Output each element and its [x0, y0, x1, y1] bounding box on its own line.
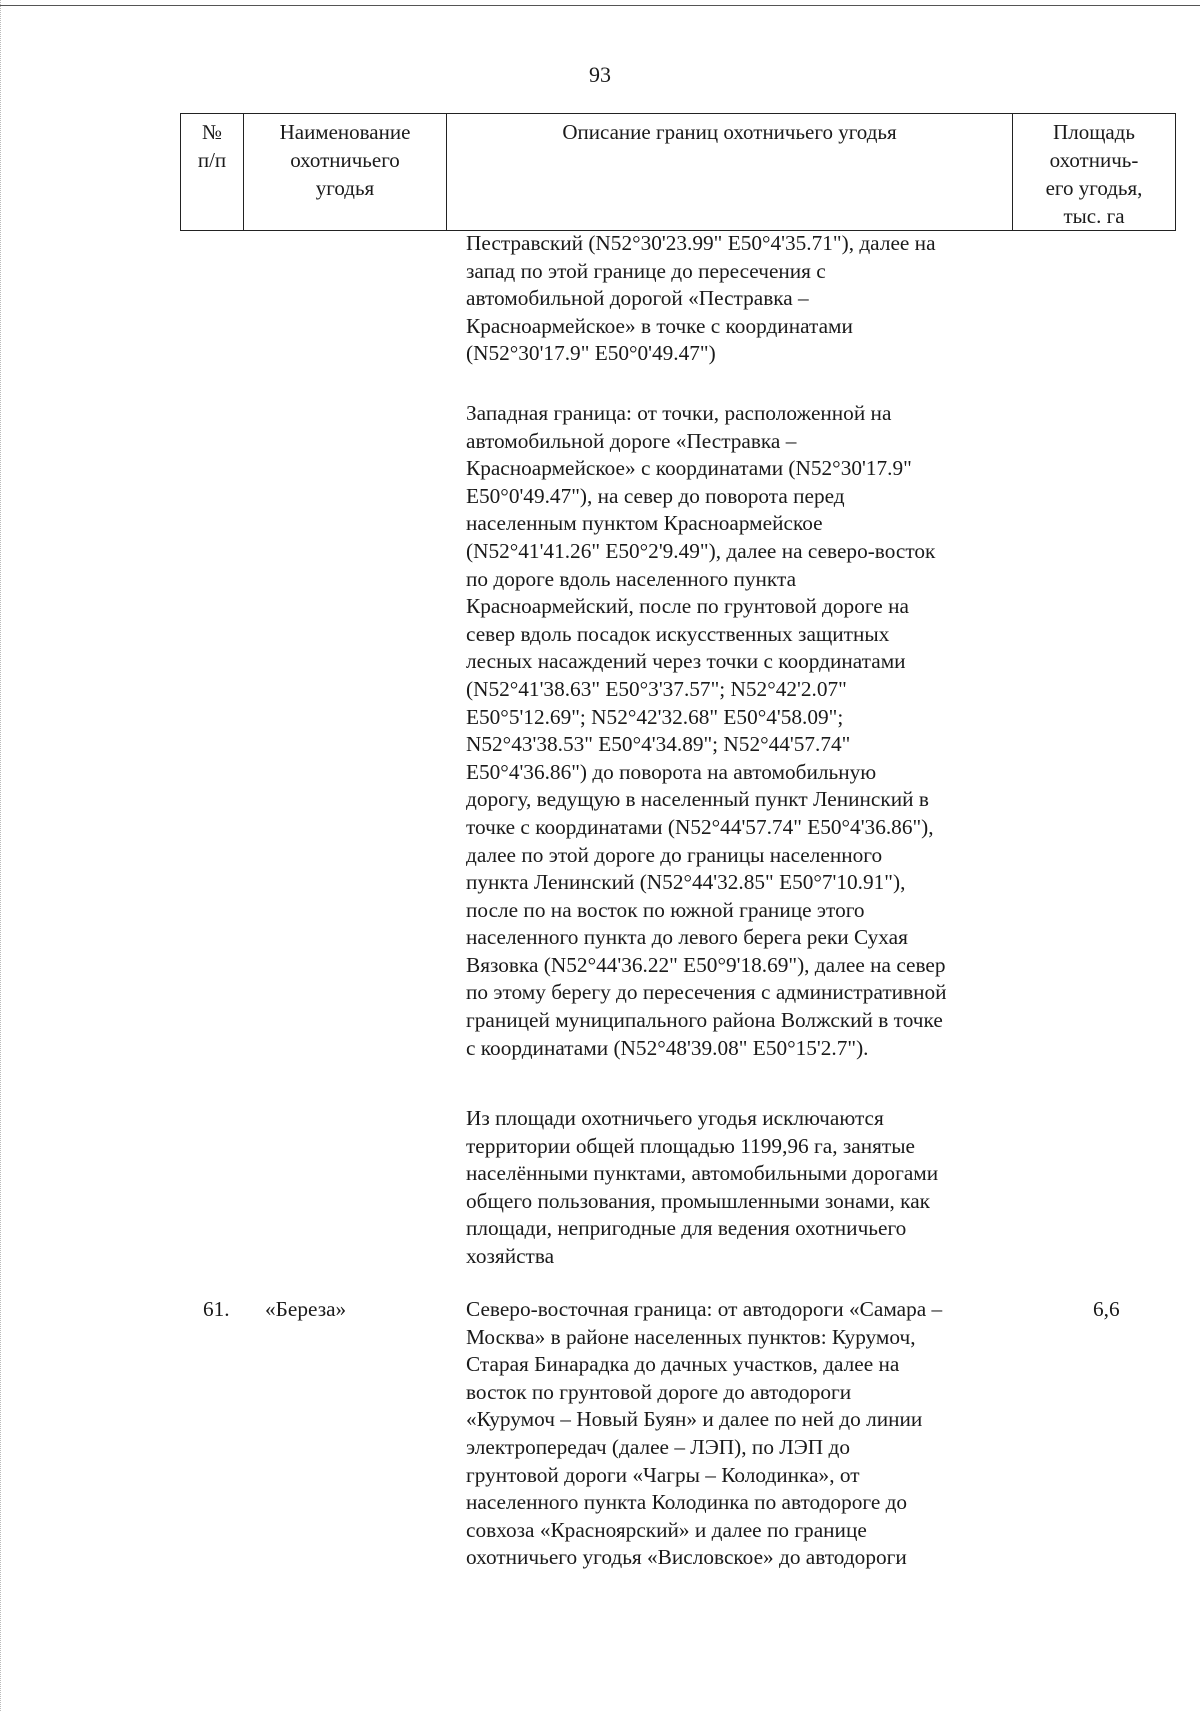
header-area-line: тыс. га — [1063, 204, 1125, 228]
paragraph: Из площади охотничьего угодья исключаются территории общей площадью 1199,96 га, занятые населёнными пунктами, автомобильными дорогами общего пользования, промышленными зонами, как площади, непригодные для ведения охотничьего хозяйства — [466, 1106, 939, 1268]
paragraph: Северо-восточная граница: от автодороги «Самара – Москва» в районе населенных пунктов: Курумоч, Старая Бинарадка до дачных участков, далее на восток по грунтовой дороге до автодороги «Курумоч – Новый Буян» и далее по ней до линии электропередач (далее – ЛЭП), по ЛЭП до грунтовой дороги «Чагры – Колодинка», от населенного пункта Колодинка по автодороге до совхоза «Красноярский» и далее по границе охотничьего угодья «Висловское» до автодороги — [466, 1297, 943, 1570]
header-name-line: Наименование — [279, 120, 411, 144]
header-col-description — [447, 114, 1013, 231]
header-area-line: его угодья, — [1045, 176, 1143, 200]
paragraph: Пестравский (N52°30'23.99" E50°4'35.71"), далее на запад по этой границе до пересечения с автомобильной дорогой «Пестравка – Красноармейское» в точке с координатами (N52°30'17.9" E50°0'49.47") — [466, 231, 936, 366]
row-61-area: 6,6 — [1093, 1297, 1120, 1321]
row-61-name: «Береза» — [265, 1297, 347, 1321]
header-number-line: № — [201, 120, 223, 144]
page-top-edge — [0, 5, 1200, 6]
header-col-area — [1013, 114, 1176, 231]
header-number-line: п/п — [197, 148, 227, 172]
header-col-number — [181, 114, 244, 231]
table-header — [180, 113, 1176, 231]
paragraph: Западная граница: от точки, расположенной на автомобильной дороге «Пестравка – Красноармейское» с координатами (N52°30'17.9" E50°0'49.47"), на север до поворота перед населенным пунктом Красноармейское (N52°41'41.26" E50°2'9.49"), далее на северо-восток по дороге вдоль населенного пункта Красноармейский, после по грунтовой дороге на север вдоль посадок искусственных защитных лесных насаждений через точки с координатами (N52°41'38.63" E50°3'37.57"; N52°42'2.07" E50°5'12.69"; N52°42'32.68" E50°4'58.09"; N52°43'38.53" E50°4'34.89"; N52°44'57.74" E50°4'36.86") до поворота на автомобильную дорогу, ведущую в населенный пункт Ленинский в точке с координатами (N52°44'57.74" E50°4'36.86"), далее по этой дороге до границы населенного пункта Ленинский (N52°44'32.85" E50°7'10.91"), после по на восток по южной границе этого населенного пункта до левого берега реки Сухая Вязовка (N52°44'36.22" E50°9'18.69"), далее на север по этому берегу до пересечения с административной границей муниципального района Волжский в точке с координатами (N52°48'39.08" E50°15'2.7"). — [466, 401, 947, 1060]
page-number: 93 — [589, 62, 611, 87]
exclusion-note — [466, 1105, 1018, 1271]
row-61-number: 61. — [203, 1297, 230, 1321]
row-61-description — [466, 1296, 1018, 1572]
page-left-edge — [0, 0, 1, 1711]
header-description-line: Описание границ охотничьего угодья — [562, 120, 897, 144]
header-area-line: Площадь — [1053, 120, 1135, 144]
header-col-name — [244, 114, 447, 231]
west-boundary-description — [466, 400, 1018, 1062]
header-area-line: охотничь- — [1049, 148, 1139, 172]
header-name-line: охотничьего — [290, 148, 400, 172]
boundary-description-continuation — [466, 230, 1018, 368]
header-name-line: угодья — [315, 176, 375, 200]
